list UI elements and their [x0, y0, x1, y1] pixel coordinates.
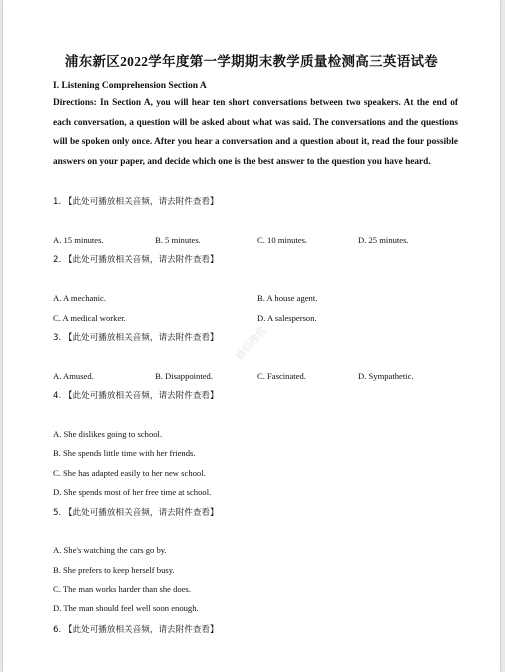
question-6-label: 6. 【此处可播放相关音频，请去附件查看】	[53, 625, 219, 635]
q4-option-a: A. She dislikes going to school.	[53, 429, 163, 439]
question-2-label: 2. 【此处可播放相关音频，请去附件查看】	[53, 255, 219, 265]
q4-option-d: D. She spends most of her free time at school.	[53, 487, 212, 497]
q3-option-d: D. Sympathetic.	[358, 371, 414, 381]
q3-option-a: A. Amused.	[53, 371, 94, 381]
q3-option-b: B. Disappointed.	[155, 371, 214, 381]
q1-option-b: B. 5 minutes.	[155, 235, 201, 245]
q1-option-c: C. 10 minutes.	[257, 235, 308, 245]
q4-option-b: B. She spends little time with her friends.	[53, 448, 196, 458]
q2-option-b: B. A house agent.	[257, 293, 318, 303]
document-page	[3, 0, 500, 672]
q2-option-a: A. A mechanic.	[53, 293, 106, 303]
q4-option-c: C. She has adapted easily to her new school.	[53, 468, 206, 478]
q2-option-d: D. A salesperson.	[257, 313, 317, 323]
section-heading: I. Listening Comprehension Section A	[53, 81, 207, 91]
question-1-label: 1. 【此处可播放相关音频，请去附件查看】	[53, 197, 219, 207]
question-4-label: 4. 【此处可播放相关音频，请去附件查看】	[53, 391, 219, 401]
q1-option-a: A. 15 minutes.	[53, 235, 104, 245]
question-5-label: 5. 【此处可播放相关音频，请去附件查看】	[53, 508, 219, 518]
q2-option-c: C. A medical worker.	[53, 313, 126, 323]
q5-option-c: C. The man works harder than she does.	[53, 584, 192, 594]
q5-option-d: D. The man should feel well soon enough.	[53, 603, 199, 613]
exam-title: 浦东新区2022学年度第一学期期末教学质量检测高三英语试卷	[64, 54, 439, 69]
directions-text: Directions: In Section A, you will hear ten short conversations between two speakers. At the end of each conversation, a question will be asked about what was said. The conversations and the questions will be spoken only once. After you hear a conversation and a question about it, read the four possible answers on your paper, and decide which one is the best answer to the question you have heard.	[53, 98, 458, 167]
q3-option-c: C. Fascinated.	[257, 371, 306, 381]
q1-option-d: D. 25 minutes.	[358, 235, 409, 245]
question-3-label: 3. 【此处可播放相关音频，请去附件查看】	[53, 333, 219, 343]
q5-option-b: B. She prefers to keep herself busy.	[53, 565, 175, 575]
q5-option-a: A. She's watching the cars go by.	[53, 545, 167, 555]
watermark: 微信搜优	[234, 324, 269, 363]
